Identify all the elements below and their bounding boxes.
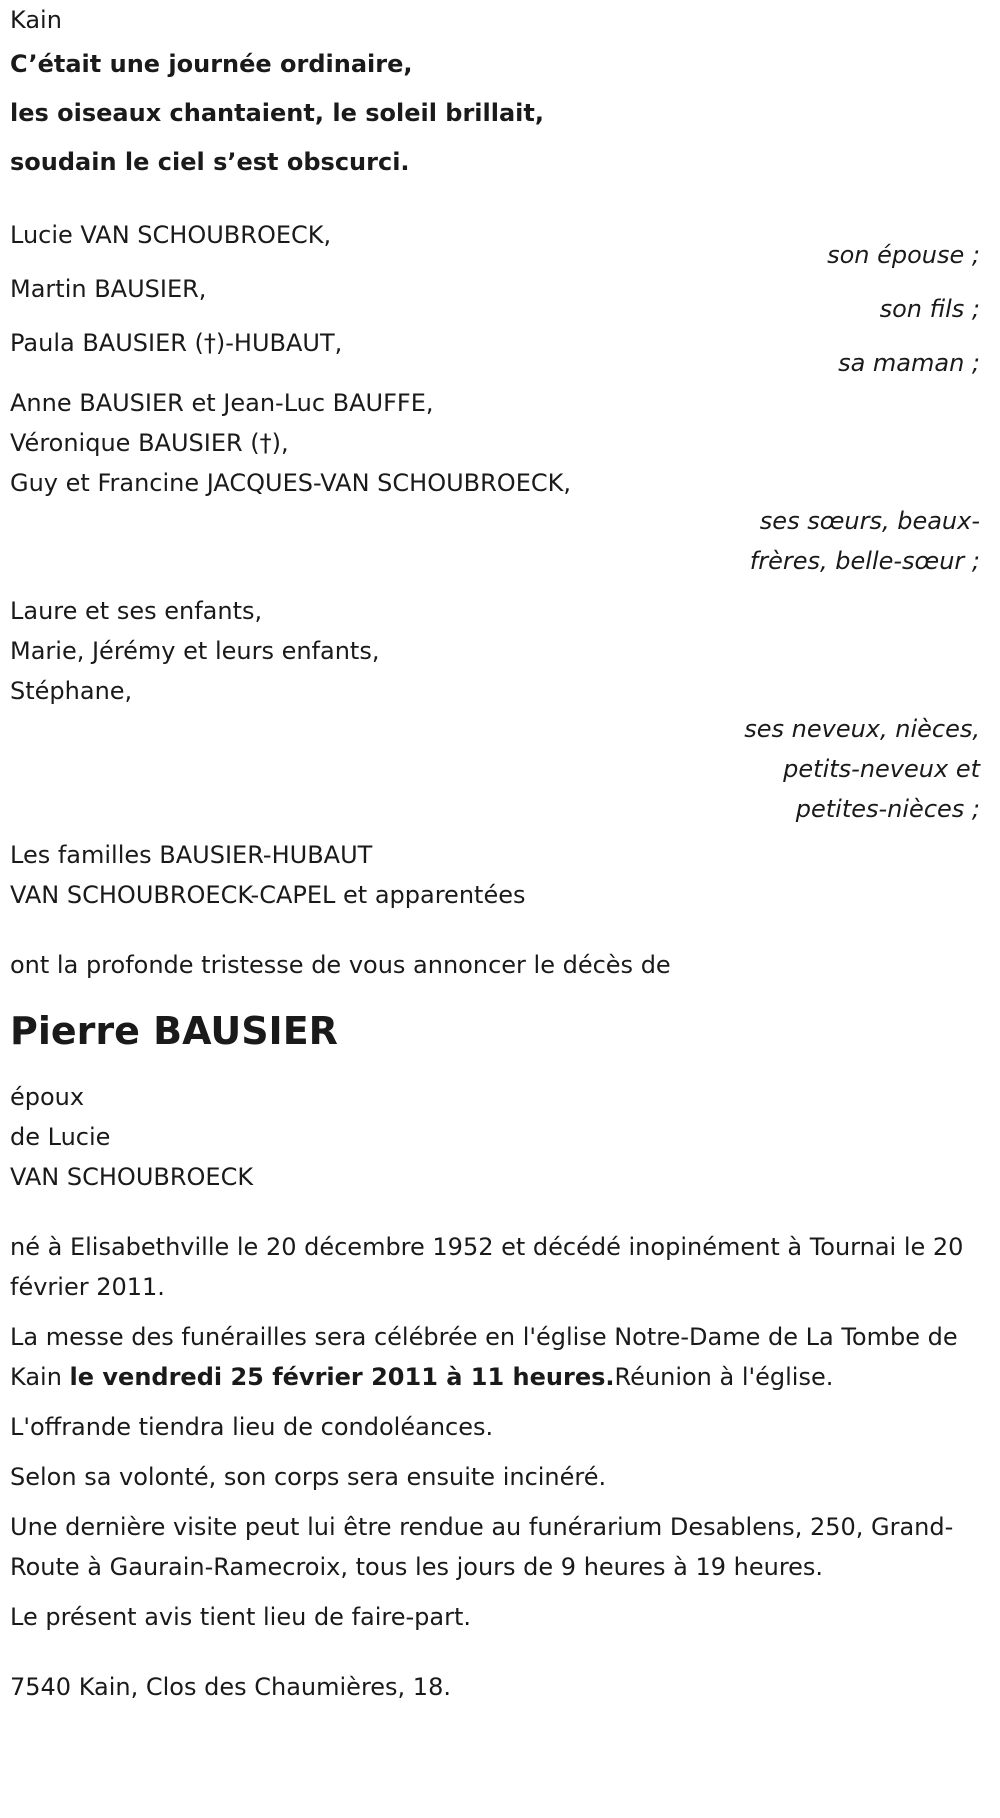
birth-death: né à Elisabethville le 20 décembre 1952 et décédé inopinément à Tournai le 20 février 2011. (10, 1233, 964, 1301)
poem-line: soudain le ciel s’est obscurci. (10, 148, 410, 176)
mourner-relation: frères, belle-sœur ; (749, 547, 980, 575)
notice: Le présent avis tient lieu de faire-part. (10, 1603, 472, 1631)
mourner-relation: son fils ; (879, 295, 980, 323)
mourner-name: Lucie VAN SCHOUBROECK, (10, 221, 332, 249)
poem-line: C’était une journée ordinaire, (10, 50, 413, 78)
cremation: Selon sa volonté, son corps sera ensuite incinéré. (10, 1463, 607, 1491)
mass-date: le vendredi 25 février 2011 à 11 heures. (69, 1363, 615, 1391)
mourner-name: Marie, Jérémy et leurs enfants, (10, 637, 380, 665)
family-line: Les familles BAUSIER-HUBAUT (10, 841, 373, 869)
mourner-group (10, 323, 990, 377)
locality: Kain (10, 6, 62, 34)
address: 7540 Kain, Clos des Chaumières, 18. (10, 1673, 451, 1701)
mourner-name: Guy et Francine JACQUES-VAN SCHOUBROECK, (10, 469, 571, 497)
poem (10, 40, 990, 187)
mourner-group (10, 383, 990, 581)
spouse-line: de Lucie (10, 1123, 111, 1151)
mourners-list (10, 215, 990, 829)
mourner-group (10, 591, 990, 829)
mourner-name: Stéphane, (10, 677, 133, 705)
mass-meeting: Réunion à l'église. (614, 1363, 834, 1391)
mourner-relation: son épouse ; (827, 241, 980, 269)
mourner-name: Martin BAUSIER, (10, 275, 207, 303)
mourner-name: Laure et ses enfants, (10, 597, 263, 625)
mourner-name: Anne BAUSIER et Jean-Luc BAUFFE, (10, 389, 434, 417)
spouse-line: VAN SCHOUBROECK (10, 1163, 254, 1191)
mourner-relation: ses sœurs, beaux- (759, 507, 980, 535)
mourner-name: Véronique BAUSIER (†), (10, 429, 289, 457)
families (10, 835, 990, 915)
poem-line: les oiseaux chantaient, le soleil brillait, (10, 99, 544, 127)
mourner-relation: petits-neveux et (783, 755, 980, 783)
mourner-relation: ses neveux, nièces, (744, 715, 980, 743)
mourner-relation: petites-nièces ; (795, 795, 980, 823)
spouse-of (10, 1077, 990, 1197)
announcement: ont la profonde tristesse de vous annoncer le décès de (10, 951, 671, 979)
mourner-name: Paula BAUSIER (†)-HUBAUT, (10, 329, 343, 357)
offering: L'offrande tiendra lieu de condoléances. (10, 1413, 494, 1441)
family-line: VAN SCHOUBROECK-CAPEL et apparentées (10, 881, 526, 909)
mourner-group (10, 269, 990, 323)
funeral-mass (10, 1317, 995, 1397)
deceased-name: Pierre BAUSIER (10, 1009, 338, 1053)
mourner-group (10, 215, 990, 269)
details (10, 1227, 990, 1637)
visit-info: Une dernière visite peut lui être rendue au funérarium Desablens, 250, Grand-Route à Gaurain-Ramecroix, tous les jours de 9 heures à 19 heures. (10, 1513, 954, 1581)
mourner-relation: sa maman ; (838, 349, 980, 377)
mass-text: La messe des funérailles sera célébrée en l'église Notre-Dame de La Tombe de Kain (10, 1323, 958, 1391)
spouse-line: époux (10, 1083, 85, 1111)
